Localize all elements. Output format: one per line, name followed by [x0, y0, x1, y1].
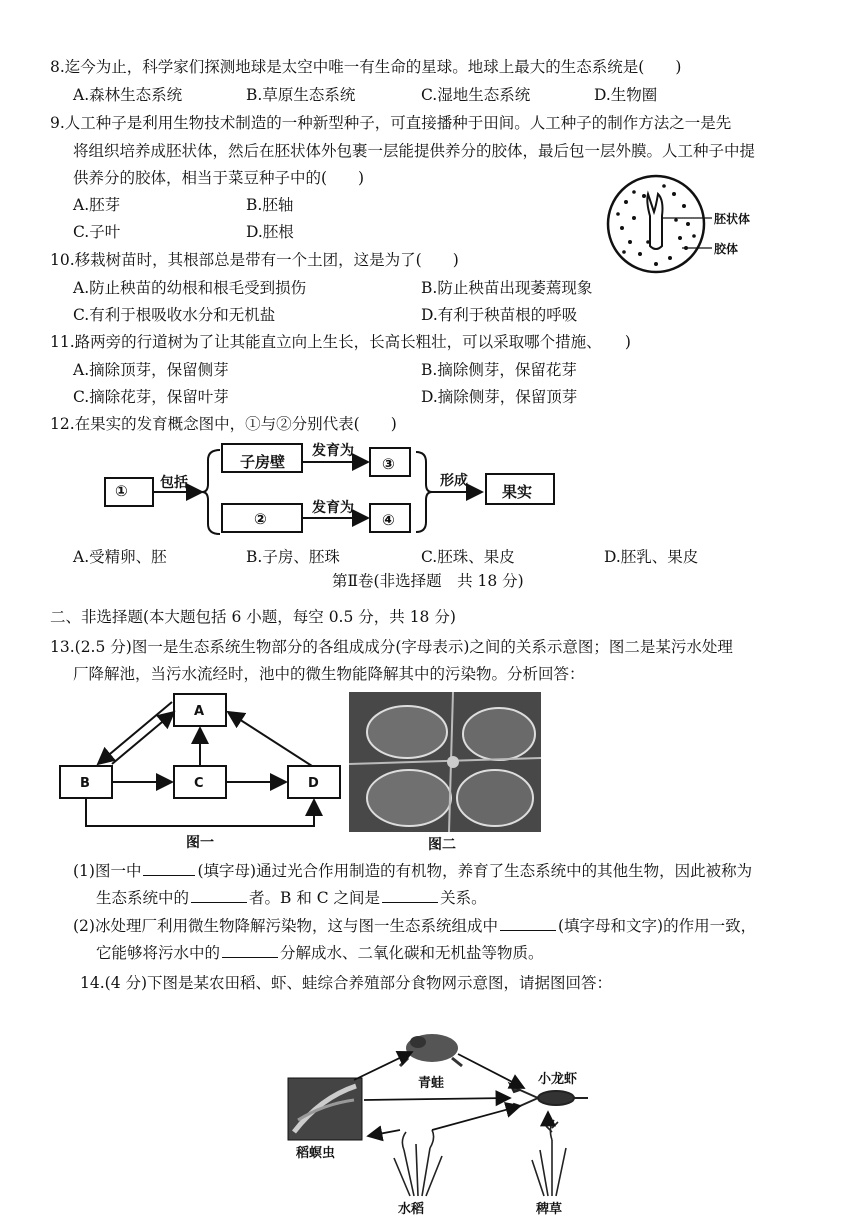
q10-stem: 10.移栽树苗时，其根部总是带有一个土团，这是为了( ) [50, 251, 459, 269]
diagram-node-2: ② [254, 510, 267, 528]
figure1-caption: 图一 [186, 835, 214, 851]
embryoid-label: 胚状体 [714, 212, 751, 226]
gel-label: 胶体 [714, 242, 739, 256]
q12-stem: 12.在果实的发育概念图中，①与②分别代表( ) [50, 415, 397, 433]
answer-blank-5[interactable] [222, 942, 278, 958]
q13-part1-text-c: 生态系统中的 [96, 889, 190, 907]
q9-stem-line2: 将组织培养成胚状体，然后在胚状体外包裹一层能提供养分的胶体，最后包一层外膜。人工种子中提 [73, 142, 756, 160]
node-d: D [308, 776, 319, 791]
crayfish-label: 小龙虾 [538, 1072, 578, 1087]
q8-option-c: C.湿地生态系统 [421, 86, 531, 104]
q10-option-c: C.有利于根吸收水分和无机盐 [73, 306, 276, 324]
q13-part2-text-b: (填字母和文字)的作用一致， [557, 917, 757, 935]
q9-option-a: A.胚芽 [73, 196, 121, 214]
q13-part1-text-a: (1)图一中 [73, 862, 142, 880]
q13-part2-line1 [73, 915, 756, 937]
q9-option-c: C.子叶 [73, 223, 121, 241]
q13-stem-line2: 厂降解池，当污水流经时，池中的微生物能降解其中的污染物。分析回答： [73, 665, 585, 683]
diagram-node-4: ④ [382, 511, 395, 529]
q9-stem-line1: 9.人工种子是利用生物技术制造的一种新型种子，可直接播种于田间。人工种子的制作方法之一是先 [50, 114, 732, 132]
node-c: C [194, 776, 204, 791]
q13-part1-line2 [96, 887, 487, 909]
section2-title: 第Ⅱ卷(非选择题 共 18 分) [332, 572, 524, 590]
insect-label: 稻螟虫 [296, 1146, 336, 1161]
q13-part1-line1 [73, 860, 752, 882]
q8-stem: 8.迄今为止，科学家们探测地球是太空中唯一有生命的星球。地球上最大的生态系统是( ) [50, 58, 682, 76]
answer-blank-4[interactable] [500, 915, 556, 931]
q11-option-b: B.摘除侧芽，保留花芽 [421, 361, 577, 379]
q13-part1-text-d: 者。B 和 C 之间是 [249, 889, 381, 907]
q9-stem-line3: 供养分的胶体，相当于菜豆种子中的( ) [73, 169, 365, 187]
q13-part1-text-b: (填字母)通过光合作用制造的有机物，养育了生态系统中的其他生物，因此被称为 [197, 862, 753, 880]
q11-option-d: D.摘除侧芽，保留顶芽 [421, 388, 578, 406]
diagram-include-label: 包括 [160, 475, 188, 491]
q10-option-d: D.有利于秧苗根的呼吸 [421, 306, 578, 324]
figure2-caption: 图二 [428, 837, 456, 853]
sewage-pool-photo [349, 692, 541, 832]
diagram-node-1: ① [115, 482, 128, 500]
q14-stem: 14.(4 分)下图是某农田稻、虾、蛙综合养殖部分食物网示意图，请据图回答： [80, 974, 613, 992]
q13-part2-text-a: (2)冰处理厂利用微生物降解污染物，这与图一生态系统组成中 [73, 917, 498, 935]
part2-heading: 二、非选择题(本大题包括 6 小题，每空 0.5 分，共 18 分) [50, 608, 456, 626]
answer-blank-3[interactable] [382, 887, 438, 903]
q12-option-a: A.受精卵、胚 [73, 548, 167, 566]
q9-option-b: B.胚轴 [246, 196, 294, 214]
q8-option-b: B.草原生态系统 [246, 86, 356, 104]
weed-label: 稗草 [536, 1202, 563, 1217]
q12-option-b: B.子房、胚珠 [246, 548, 340, 566]
diagram-develop-label-2: 发育为 [312, 500, 354, 516]
q13-part1-text-e: 关系。 [440, 889, 487, 907]
q11-stem: 11.路两旁的行道树为了让其能直立向上生长，长高长粗壮，可以采取哪个措施、 ) [50, 333, 631, 351]
answer-blank-1[interactable] [143, 860, 195, 876]
q8-option-d: D.生物圈 [594, 86, 658, 104]
answer-blank-2[interactable] [191, 887, 247, 903]
q13-part2-text-d: 分解成水、二氧化碳和无机盐等物质。 [280, 944, 544, 962]
q11-option-a: A.摘除顶芽，保留侧芽 [73, 361, 229, 379]
q13-part2-line2 [96, 942, 544, 964]
q10-option-a: A.防止秧苗的幼根和根毛受到损伤 [73, 279, 307, 297]
diagram-develop-label-1: 发育为 [312, 443, 354, 459]
q10-option-b: B.防止秧苗出现萎蔫现象 [421, 279, 593, 297]
food-web-figure [284, 1020, 604, 1216]
q12-option-c: C.胚珠、果皮 [421, 548, 515, 566]
q12-option-d: D.胚乳、果皮 [604, 548, 699, 566]
diagram-fruit: 果实 [502, 483, 533, 501]
q11-option-c: C.摘除花芽，保留叶芽 [73, 388, 229, 406]
frog-label: 青蛙 [418, 1076, 445, 1091]
diagram-form-label: 形成 [440, 473, 468, 489]
rice-label: 水稻 [398, 1202, 425, 1217]
q13-stem-line1: 13.(2.5 分)图一是生态系统生物部分的各组成成分(字母表示)之间的关系示意图；图二是某污水处理 [50, 638, 733, 656]
q13-part2-text-c: 它能够将污水中的 [96, 944, 221, 962]
diagram-ovary-wall: 子房壁 [240, 453, 286, 471]
q8-option-a: A.森林生态系统 [73, 86, 183, 104]
node-b: B [80, 776, 90, 791]
node-a: A [194, 704, 205, 719]
diagram-node-3: ③ [382, 455, 395, 473]
q9-option-d: D.胚根 [246, 223, 294, 241]
